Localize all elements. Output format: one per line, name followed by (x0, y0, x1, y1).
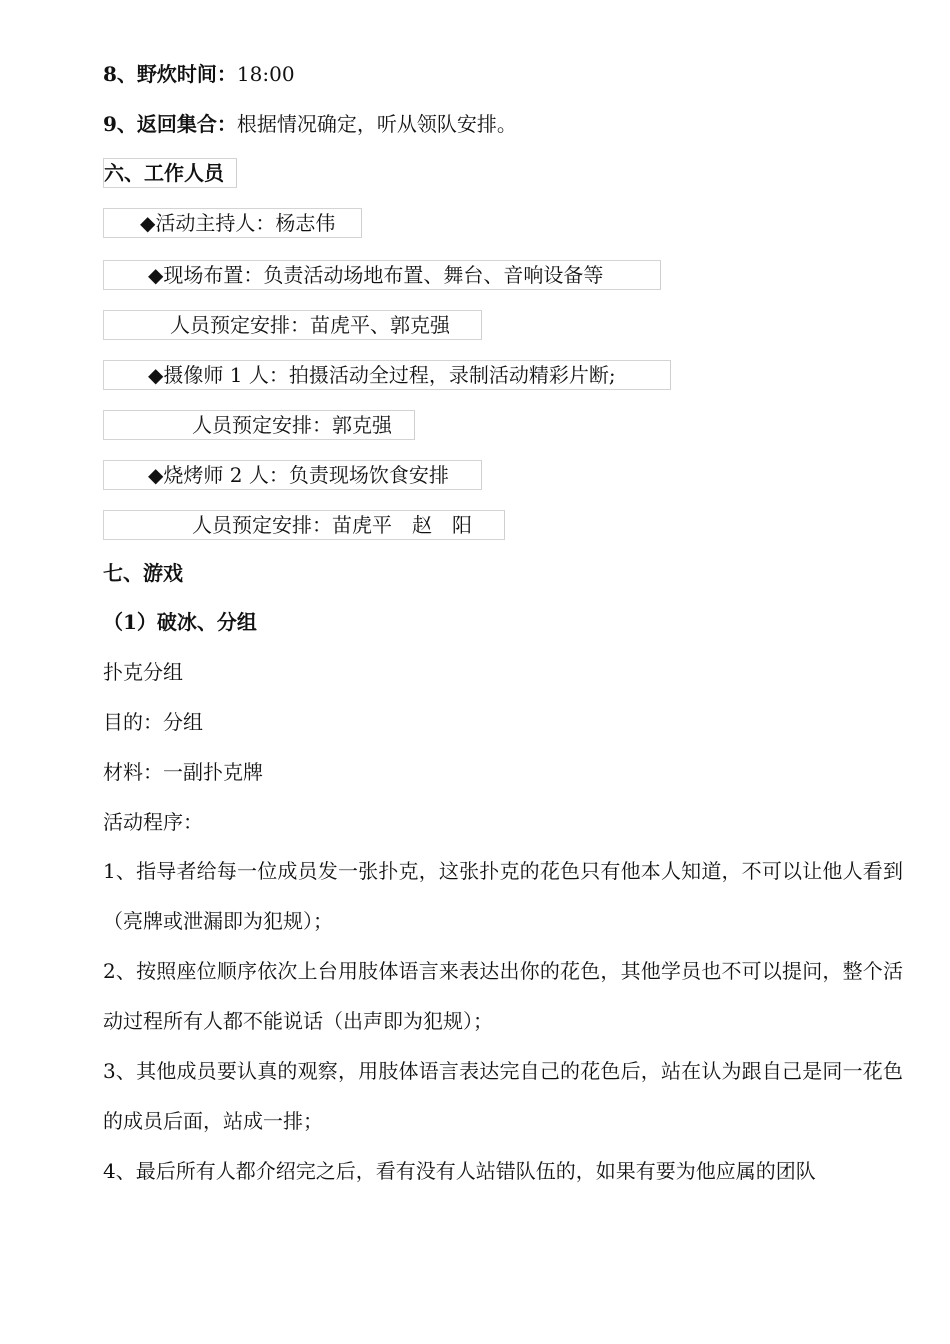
staff-host-box (103, 208, 362, 238)
staff-heading-box (103, 158, 237, 188)
staff-camera: ◆摄像师 1 人：拍摄活动全过程，录制活动精彩片断; (148, 363, 616, 387)
staff-bbq-people-box (103, 510, 505, 540)
staff-bbq: ◆烧烤师 2 人：负责现场饮食安排 (148, 463, 449, 487)
staff-setup: ◆现场布置：负责活动场地布置、舞台、音响设备等 (148, 263, 604, 287)
game-step-4: 4、最后所有人都介绍完之后，看有没有人站错队伍的，如果有要为他应属的团队 (103, 1159, 816, 1183)
game-step-1: 1、指导者给每一位成员发一张扑克，这张扑克的花色只有他本人知道，不可以让他人看到（亮牌或泄漏即为犯规）； (103, 859, 903, 933)
game-materials: 材料：一副扑克牌 (103, 760, 263, 784)
games-sub-heading-1: （1）破冰、分组 (103, 610, 257, 634)
staff-heading: 六、工作人员 (104, 161, 224, 185)
schedule-item-9 (103, 110, 517, 138)
game-step-2: 2、按照座位顺序依次上台用肢体语言来表达出你的花色，其他学员也不可以提问，整个活动过程所有人都不能说话（出声即为犯规）； (103, 959, 903, 1033)
schedule-item-9-label: 9、返回集合： (103, 112, 237, 136)
staff-setup-box (103, 260, 661, 290)
game-name: 扑克分组 (103, 660, 183, 684)
staff-bbq-box (103, 460, 482, 490)
staff-setup-people: 人员预定安排：苗虎平、郭克强 (170, 313, 450, 337)
staff-bbq-people: 人员预定安排：苗虎平 赵 阳 (192, 513, 472, 537)
schedule-item-9-value: 根据情况确定，听从领队安排。 (236, 112, 517, 136)
staff-camera-people: 人员预定安排：郭克强 (192, 413, 392, 437)
schedule-item-8-value: 18:00 (236, 62, 295, 86)
staff-host: ◆活动主持人：杨志伟 (140, 211, 336, 235)
schedule-item-8-label: 8、野炊时间： (103, 62, 237, 86)
staff-camera-people-box (103, 410, 415, 440)
game-procedure-label: 活动程序： (103, 810, 203, 834)
staff-camera-box (103, 360, 671, 390)
game-purpose: 目的：分组 (103, 710, 203, 734)
game-step-3: 3、其他成员要认真的观察，用肢体语言表达完自己的花色后，站在认为跟自己是同一花色的成员后面，站成一排； (103, 1059, 903, 1133)
staff-setup-people-box (103, 310, 482, 340)
schedule-item-8 (103, 60, 295, 88)
games-heading: 七、游戏 (103, 561, 183, 585)
